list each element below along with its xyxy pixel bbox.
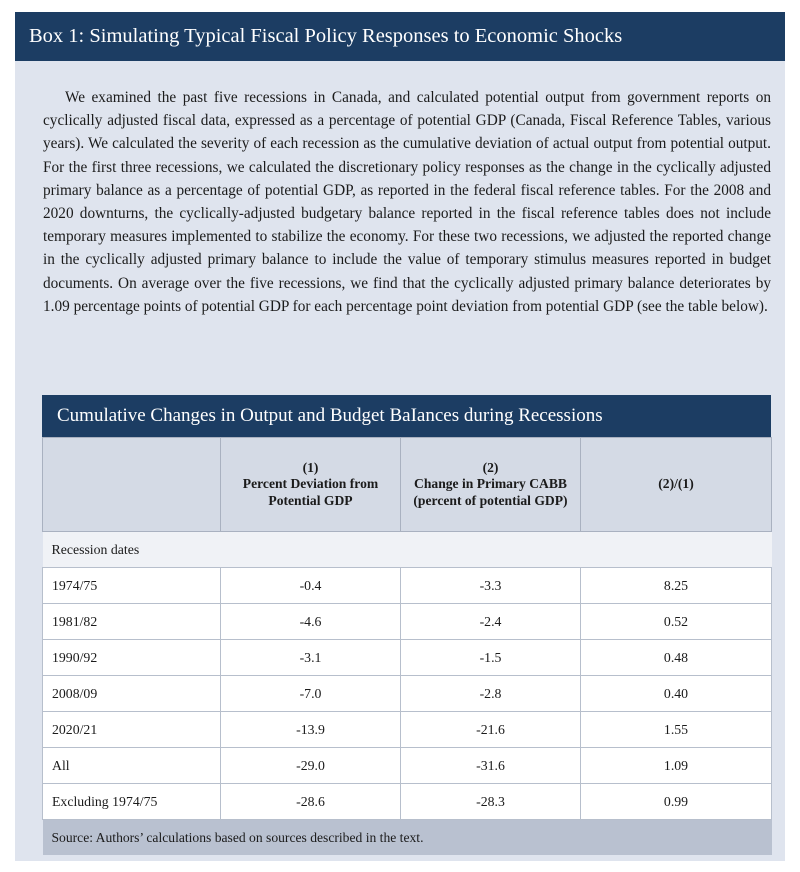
header-change-text: Change in Primary CABB (percent of potential GDP) <box>413 476 568 508</box>
box-title: Box 1: Simulating Typical Fiscal Policy Responses to Economic Shocks <box>15 12 785 61</box>
table-row <box>43 784 772 820</box>
row-label: 2008/09 <box>43 676 221 712</box>
ratio-value: 8.25 <box>581 568 772 604</box>
deviation-value: -0.4 <box>221 568 401 604</box>
ratio-value: 0.48 <box>581 640 772 676</box>
section-row <box>43 532 772 568</box>
header-change-number: (2) <box>482 459 499 475</box>
change-value: -3.3 <box>401 568 581 604</box>
change-value: -2.4 <box>401 604 581 640</box>
source-note: Source: Authors’ calculations based on sources described in the text. <box>43 820 772 856</box>
row-label: 2020/21 <box>43 712 221 748</box>
deviation-value: -29.0 <box>221 748 401 784</box>
source-row <box>43 820 772 856</box>
change-value: -1.5 <box>401 640 581 676</box>
header-ratio-text: (2)/(1) <box>658 476 694 492</box>
section-label: Recession dates <box>43 532 772 568</box>
row-label: All <box>43 748 221 784</box>
table-header-row <box>43 438 772 532</box>
ratio-value: 1.09 <box>581 748 772 784</box>
intro-paragraph <box>43 86 771 318</box>
change-value: -28.3 <box>401 784 581 820</box>
change-value: -2.8 <box>401 676 581 712</box>
ratio-value: 0.52 <box>581 604 772 640</box>
deviation-value: -7.0 <box>221 676 401 712</box>
deviation-value: -28.6 <box>221 784 401 820</box>
table-row <box>43 676 772 712</box>
row-label: 1981/82 <box>43 604 221 640</box>
header-deviation-number: (1) <box>302 459 319 475</box>
deviation-value: -13.9 <box>221 712 401 748</box>
row-label: 1974/75 <box>43 568 221 604</box>
ratio-value: 0.99 <box>581 784 772 820</box>
header-deviation-text: Percent Deviation from Potential GDP <box>242 476 379 508</box>
intro-text: We examined the past five recessions in Canada, and calculated potential output from government reports on cyclically adjusted fiscal data, expressed as a percentage of potential GDP (Canada, Fiscal Reference Tables, various years). We calculated the severity of each recession as the cumulative deviation of actual output from potential output. For the first three recessions, we calculated the discretionary policy responses as the change in the cyclically adjusted primary balance as a percentage of potential GDP, as reported in the federal fiscal reference tables. For the 2008 and 2020 downturns, the cyclically-adjusted budgetary balance reported in the fiscal reference tables does not include temporary measures implemented to stabilize the economy. For these two recessions, we adjusted the reported change in the cyclically adjusted primary balance to include the value of temporary stimulus measures reported in budget documents. On average over the five recessions, we find that the cyclically adjusted primary balance deteriorates by 1.09 percentage points of potential GDP for each percentage point deviation from potential GDP (see the table below). <box>43 89 771 315</box>
recession-table <box>42 437 772 855</box>
table-row <box>43 604 772 640</box>
row-label: Excluding 1974/75 <box>43 784 221 820</box>
ratio-value: 1.55 <box>581 712 772 748</box>
deviation-value: -3.1 <box>221 640 401 676</box>
header-cell-change <box>401 438 581 532</box>
table-row <box>43 748 772 784</box>
ratio-value: 0.40 <box>581 676 772 712</box>
row-label: 1990/92 <box>43 640 221 676</box>
change-value: -31.6 <box>401 748 581 784</box>
recession-table-panel <box>42 395 771 855</box>
header-cell-label <box>43 438 221 532</box>
fiscal-policy-box <box>15 12 785 861</box>
header-cell-ratio <box>581 438 772 532</box>
table-row <box>43 712 772 748</box>
header-cell-deviation <box>221 438 401 532</box>
table-row <box>43 640 772 676</box>
change-value: -21.6 <box>401 712 581 748</box>
table-title: Cumulative Changes in Output and Budget BaIances during Recessions <box>42 395 771 437</box>
table-row <box>43 568 772 604</box>
deviation-value: -4.6 <box>221 604 401 640</box>
